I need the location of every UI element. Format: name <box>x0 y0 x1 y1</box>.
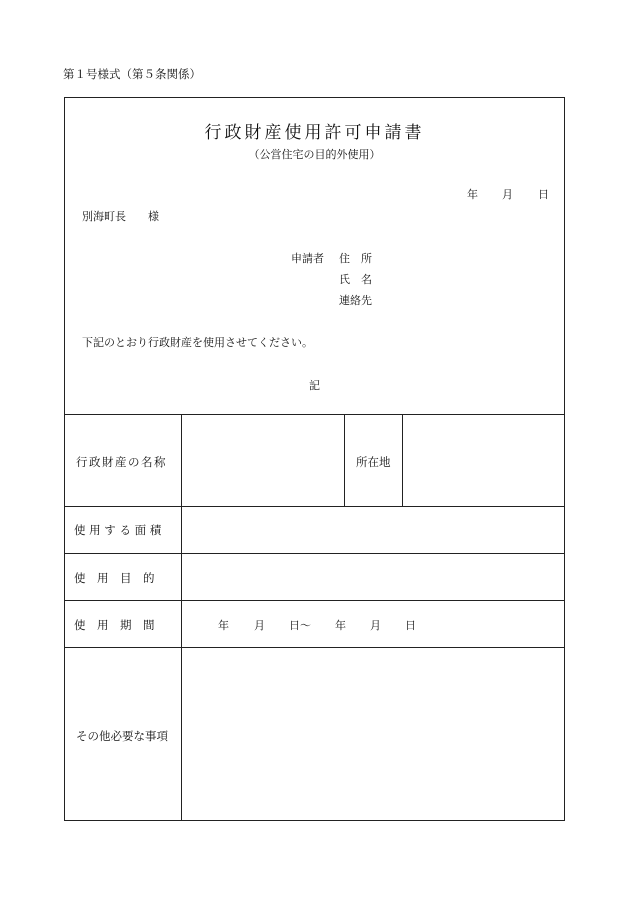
applicant-label: 申請者 <box>291 252 324 265</box>
location-label: 所在地 <box>356 455 391 469</box>
area-label: 使 用 す る 面 積 <box>74 523 162 537</box>
row-rule-period <box>64 600 565 601</box>
other-label: その他必要な事項 <box>76 729 168 743</box>
period-end-year: 年 <box>335 619 346 632</box>
applicant-name-label: 氏 名 <box>339 273 372 286</box>
location-label-left-rule <box>344 414 345 506</box>
period-label: 使 用 期 間 <box>74 618 155 632</box>
date-day: 日 <box>538 188 549 201</box>
addressee: 別海町長 様 <box>82 210 159 223</box>
purpose-label: 使 用 目 的 <box>74 571 155 585</box>
period-end-month: 月 <box>370 619 381 632</box>
period-end-day: 日 <box>405 619 416 632</box>
document-subtitle: （公営住宅の目的外使用） <box>248 148 381 161</box>
purpose-cell[interactable] <box>182 554 564 599</box>
note-mark: 記 <box>309 379 320 392</box>
area-cell[interactable] <box>182 507 564 552</box>
applicant-address-label: 住 所 <box>339 252 372 265</box>
property-name-cell[interactable] <box>182 415 343 505</box>
date-month: 月 <box>502 188 513 201</box>
location-cell[interactable] <box>403 415 564 505</box>
period-start-month: 月 <box>254 619 265 632</box>
other-cell[interactable] <box>182 648 564 820</box>
applicant-contact-label: 連絡先 <box>339 294 372 307</box>
request-text: 下記のとおり行政財産を使用させてください。 <box>82 336 313 349</box>
date-year: 年 <box>467 188 478 201</box>
form-number: 第１号様式（第５条関係） <box>63 67 201 81</box>
period-start-day: 日～ <box>289 619 311 632</box>
property-name-label: 行政財産の名称 <box>76 455 167 469</box>
period-start-year: 年 <box>218 619 229 632</box>
document-title: 行政財産使用許可申請書 <box>204 123 425 143</box>
